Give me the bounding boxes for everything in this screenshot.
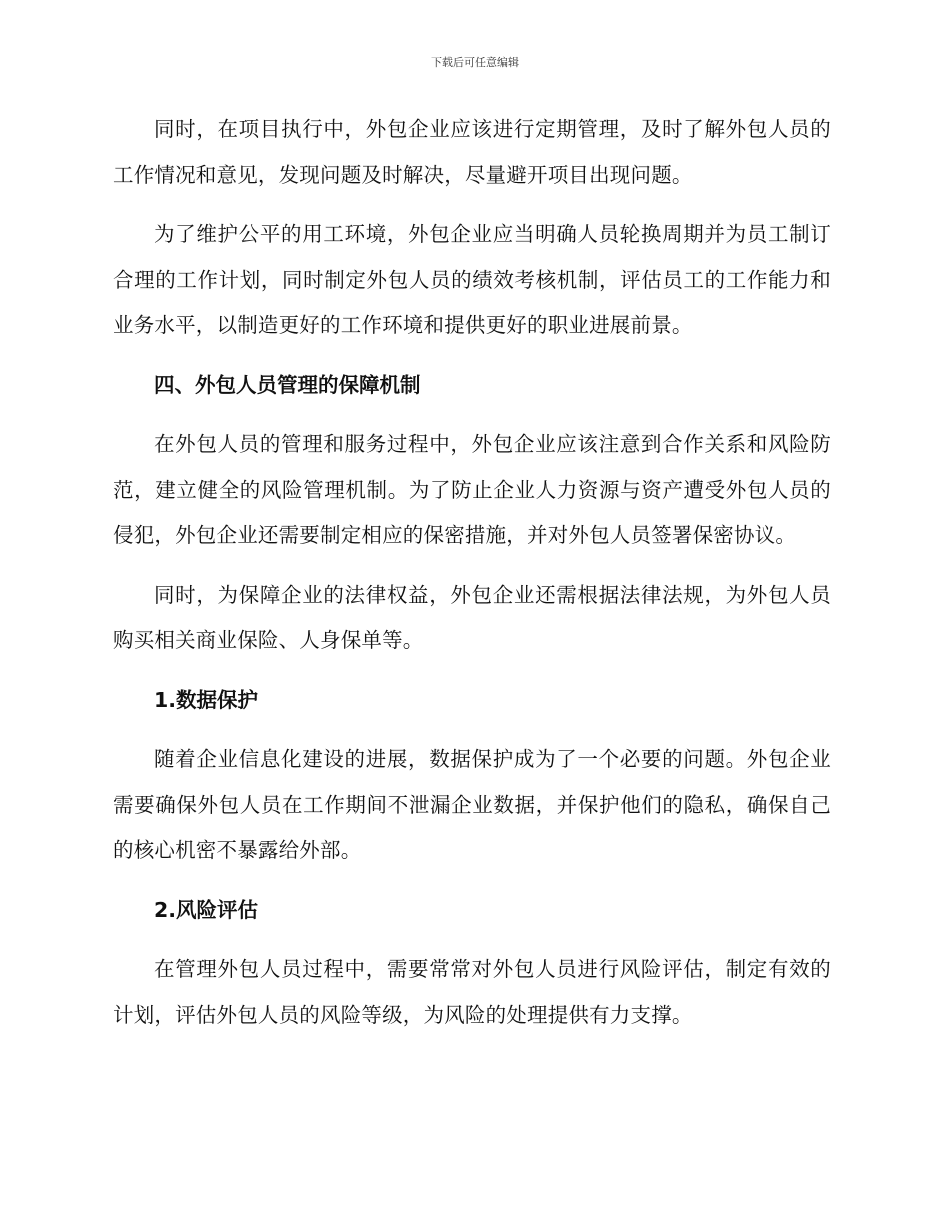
page-header-note: 下载后可任意编辑 [431, 56, 519, 69]
section-heading-safeguards: 四、外包人员管理的保障机制 [154, 372, 421, 397]
subheading-risk-assessment: 2.风险评估 [154, 897, 259, 922]
document-body [113, 107, 831, 1052]
paragraph-risk-assessment: 在管理外包人员过程中，需要常常对外包人员进行风险评估，制定有效的计划，评估外包人员的风险等级，为风险的处理提供有力支撑。 [113, 957, 831, 1027]
paragraph-risk-prevention: 在外包人员的管理和服务过程中，外包企业应该注意到合作关系和风险防范，建立健全的风险管理机制。为了防止企业人力资源与资产遭受外包人员的侵犯，外包企业还需要制定相应的保密措施，并对外包人员签署保密协议。 [113, 432, 831, 547]
paragraph-fair-environment: 为了维护公平的用工环境，外包企业应当明确人员轮换周期并为员工制订合理的工作计划，同时制定外包人员的绩效考核机制，评估员工的工作能力和业务水平，以制造更好的工作环境和提供更好的职业进展前景。 [113, 222, 831, 337]
subheading-data-protection: 1.数据保护 [154, 687, 259, 712]
paragraph-periodic-management: 同时，在项目执行中，外包企业应该进行定期管理，及时了解外包人员的工作情况和意见，发现问题及时解决，尽量避开项目出现问题。 [113, 117, 831, 187]
paragraph-legal-rights: 同时，为保障企业的法律权益，外包企业还需根据法律法规，为外包人员购买相关商业保险、人身保单等。 [113, 582, 831, 652]
paragraph-data-protection: 随着企业信息化建设的进展，数据保护成为了一个必要的问题。外包企业需要确保外包人员在工作期间不泄漏企业数据，并保护他们的隐私，确保自己的核心机密不暴露给外部。 [113, 747, 831, 862]
